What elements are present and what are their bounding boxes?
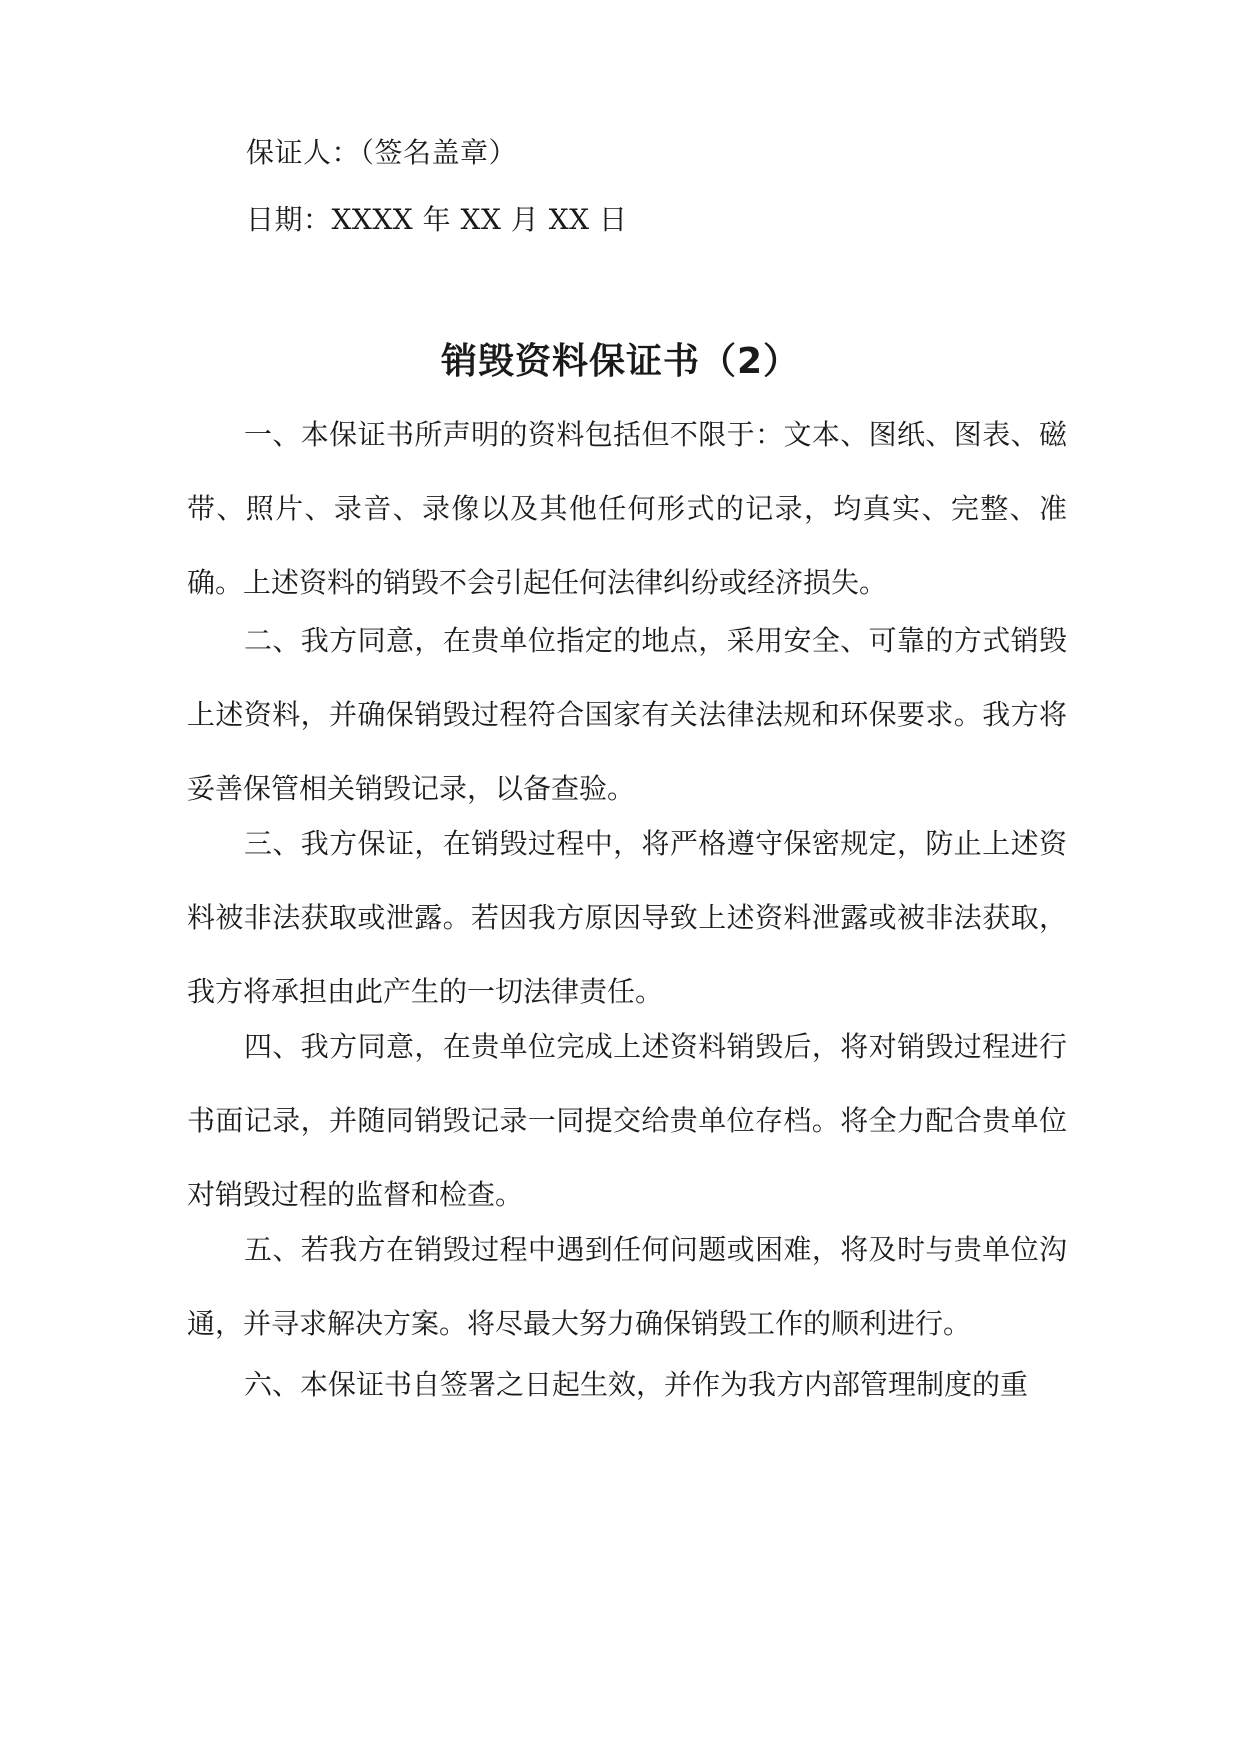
clause-6: 六、本保证书自签署之日起生效，并作为我方内部管理制度的重	[244, 1368, 1029, 1401]
clause-3: 三、我方保证，在销毁过程中，将严格遵守保密规定，防止上述资料被非法获取或泄露。若因我方原因导致上述资料泄露或被非法获取，我方将承担由此产生的一切法律责任。	[187, 827, 1067, 1008]
guarantor-signature-line: 保证人：（签名盖章）	[246, 136, 518, 169]
clause-4: 四、我方同意，在贵单位完成上述资料销毁后，将对销毁过程进行书面记录，并随同销毁记录一同提交给贵单位存档。将全力配合贵单位对销毁过程的监督和检查。	[187, 1030, 1067, 1211]
date-line: 日期：XXXX 年 XX 月 XX 日	[246, 203, 628, 236]
clause-5: 五、若我方在销毁过程中遇到任何问题或困难，将及时与贵单位沟通，并寻求解决方案。将尽最大努力确保销毁工作的顺利进行。	[187, 1233, 1067, 1340]
document-title: 销毁资料保证书（2）	[440, 341, 801, 382]
clause-2: 二、我方同意，在贵单位指定的地点，采用安全、可靠的方式销毁上述资料，并确保销毁过程符合国家有关法律法规和环保要求。我方将妥善保管相关销毁记录，以备查验。	[187, 624, 1067, 805]
clause-1: 一、本保证书所声明的资料包括但不限于：文本、图纸、图表、磁带、照片、录音、录像以及其他任何形式的记录，均真实、完整、准确。上述资料的销毁不会引起任何法律纠纷或经济损失。	[187, 418, 1067, 599]
